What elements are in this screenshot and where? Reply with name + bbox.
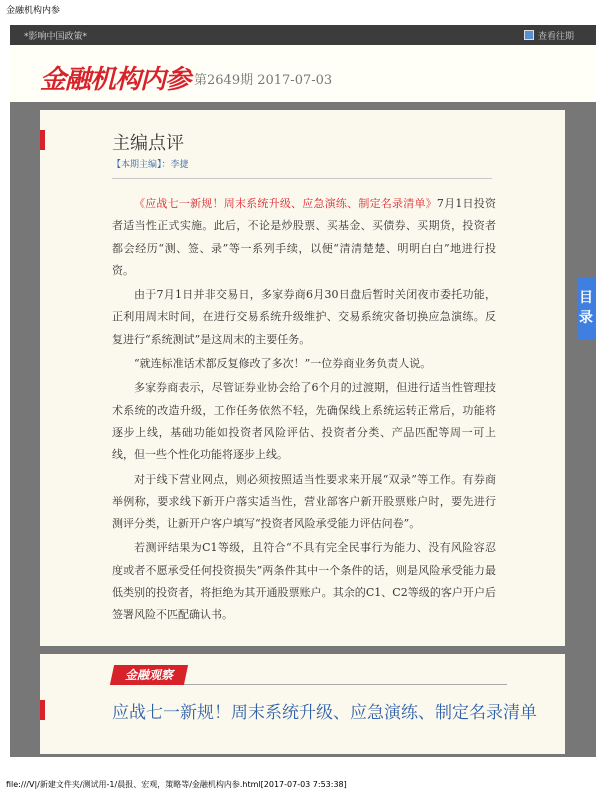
paragraph: 若测评结果为C1等级，且符合“不具有完全民事行为能力、没有风险容忍度或者不愿承受任何投资损失”两条件其中一个条件的话，则是风险承受能力最低类别的投资者，将拒绝为其开通股票账户。其余的C1、C2等级的客户开户后签署风险不匹配确认书。 [112, 541, 496, 622]
paragraph: “就连标准话术都反复修改了多次！”一位券商业务负责人说。 [134, 357, 432, 371]
browser-page-title: 金融机构内参 [6, 6, 61, 16]
editorial-body [112, 193, 496, 627]
editor-line [112, 157, 189, 170]
editorial-heading: 主编点评 [112, 133, 184, 154]
issue-info: 第2649期 2017-07-03 [194, 73, 333, 88]
logo: 金融机构内参 [40, 65, 191, 95]
archive-label: 查看往期 [537, 32, 574, 42]
paragraph: 多家券商表示，尽管证券业协会给了6个月的过渡期，但进行适当性管理技术系统的改造升级，工作任务依然不轻，先确保线上系统运转正常后，功能将逐步上线，基础功能如投资者风险评估、投资者分类、产品匹配等周一可上线，但一些个性化功能将逐步上线。 [112, 381, 496, 462]
editor-label: 【本期主编】： [112, 160, 171, 170]
paragraph: 对于线下营业网点，则必须按照适当性要求来开展“双录”等工作。有券商举例称，要求线下新开户落实适当性，营业部客户新开股票账户时，要先进行测评分类，让新开户客户填写“投资者风险承受能力评估问卷”。 [112, 472, 496, 531]
lead-article-link[interactable]: 《应战七一新规！周末系统升级、应急演练、制定名录清单》 [134, 197, 437, 210]
print-footer: file:///V|/新建文件夹/测试用-1/晨报、宏观，策略等/金融机构内参.html[2017-07-03 7:53:38] [6, 780, 347, 789]
masthead [10, 45, 596, 103]
observation-badge-label: 金融观察 [124, 668, 173, 682]
paragraph: 由于7月1日并非交易日，多家券商6月30日盘后暂时关闭夜市委托功能，正利用周末时间，在进行交易系统升级维护、交易系统灾备切换应急演练。反复进行“系统测试”是这周末的主要任务。 [112, 288, 496, 346]
editor-name: 李捷 [170, 160, 189, 170]
section-marker [40, 700, 45, 720]
top-bar [10, 25, 596, 45]
toc-button[interactable]: 目录 [577, 278, 595, 340]
observation-article-link[interactable]: 应战七一新规！周末系统升级、应急演练、制定名录清单 [112, 703, 537, 723]
observation-badge [110, 665, 188, 685]
calendar-icon [524, 30, 534, 40]
lead-text: 7月1日投资者适当性正式实施。此后，不论是炒股票、买基金、买债券、买期货，投资者都会经历“测、签、录”等一系列手续，以便“清清楚楚、明明白白”地进行投资。 [112, 197, 496, 277]
divider [112, 178, 492, 179]
lead-paragraph [112, 193, 496, 282]
slogan: *影响中国政策* [24, 32, 88, 42]
section-marker [40, 130, 45, 150]
archive-link[interactable] [524, 29, 574, 42]
